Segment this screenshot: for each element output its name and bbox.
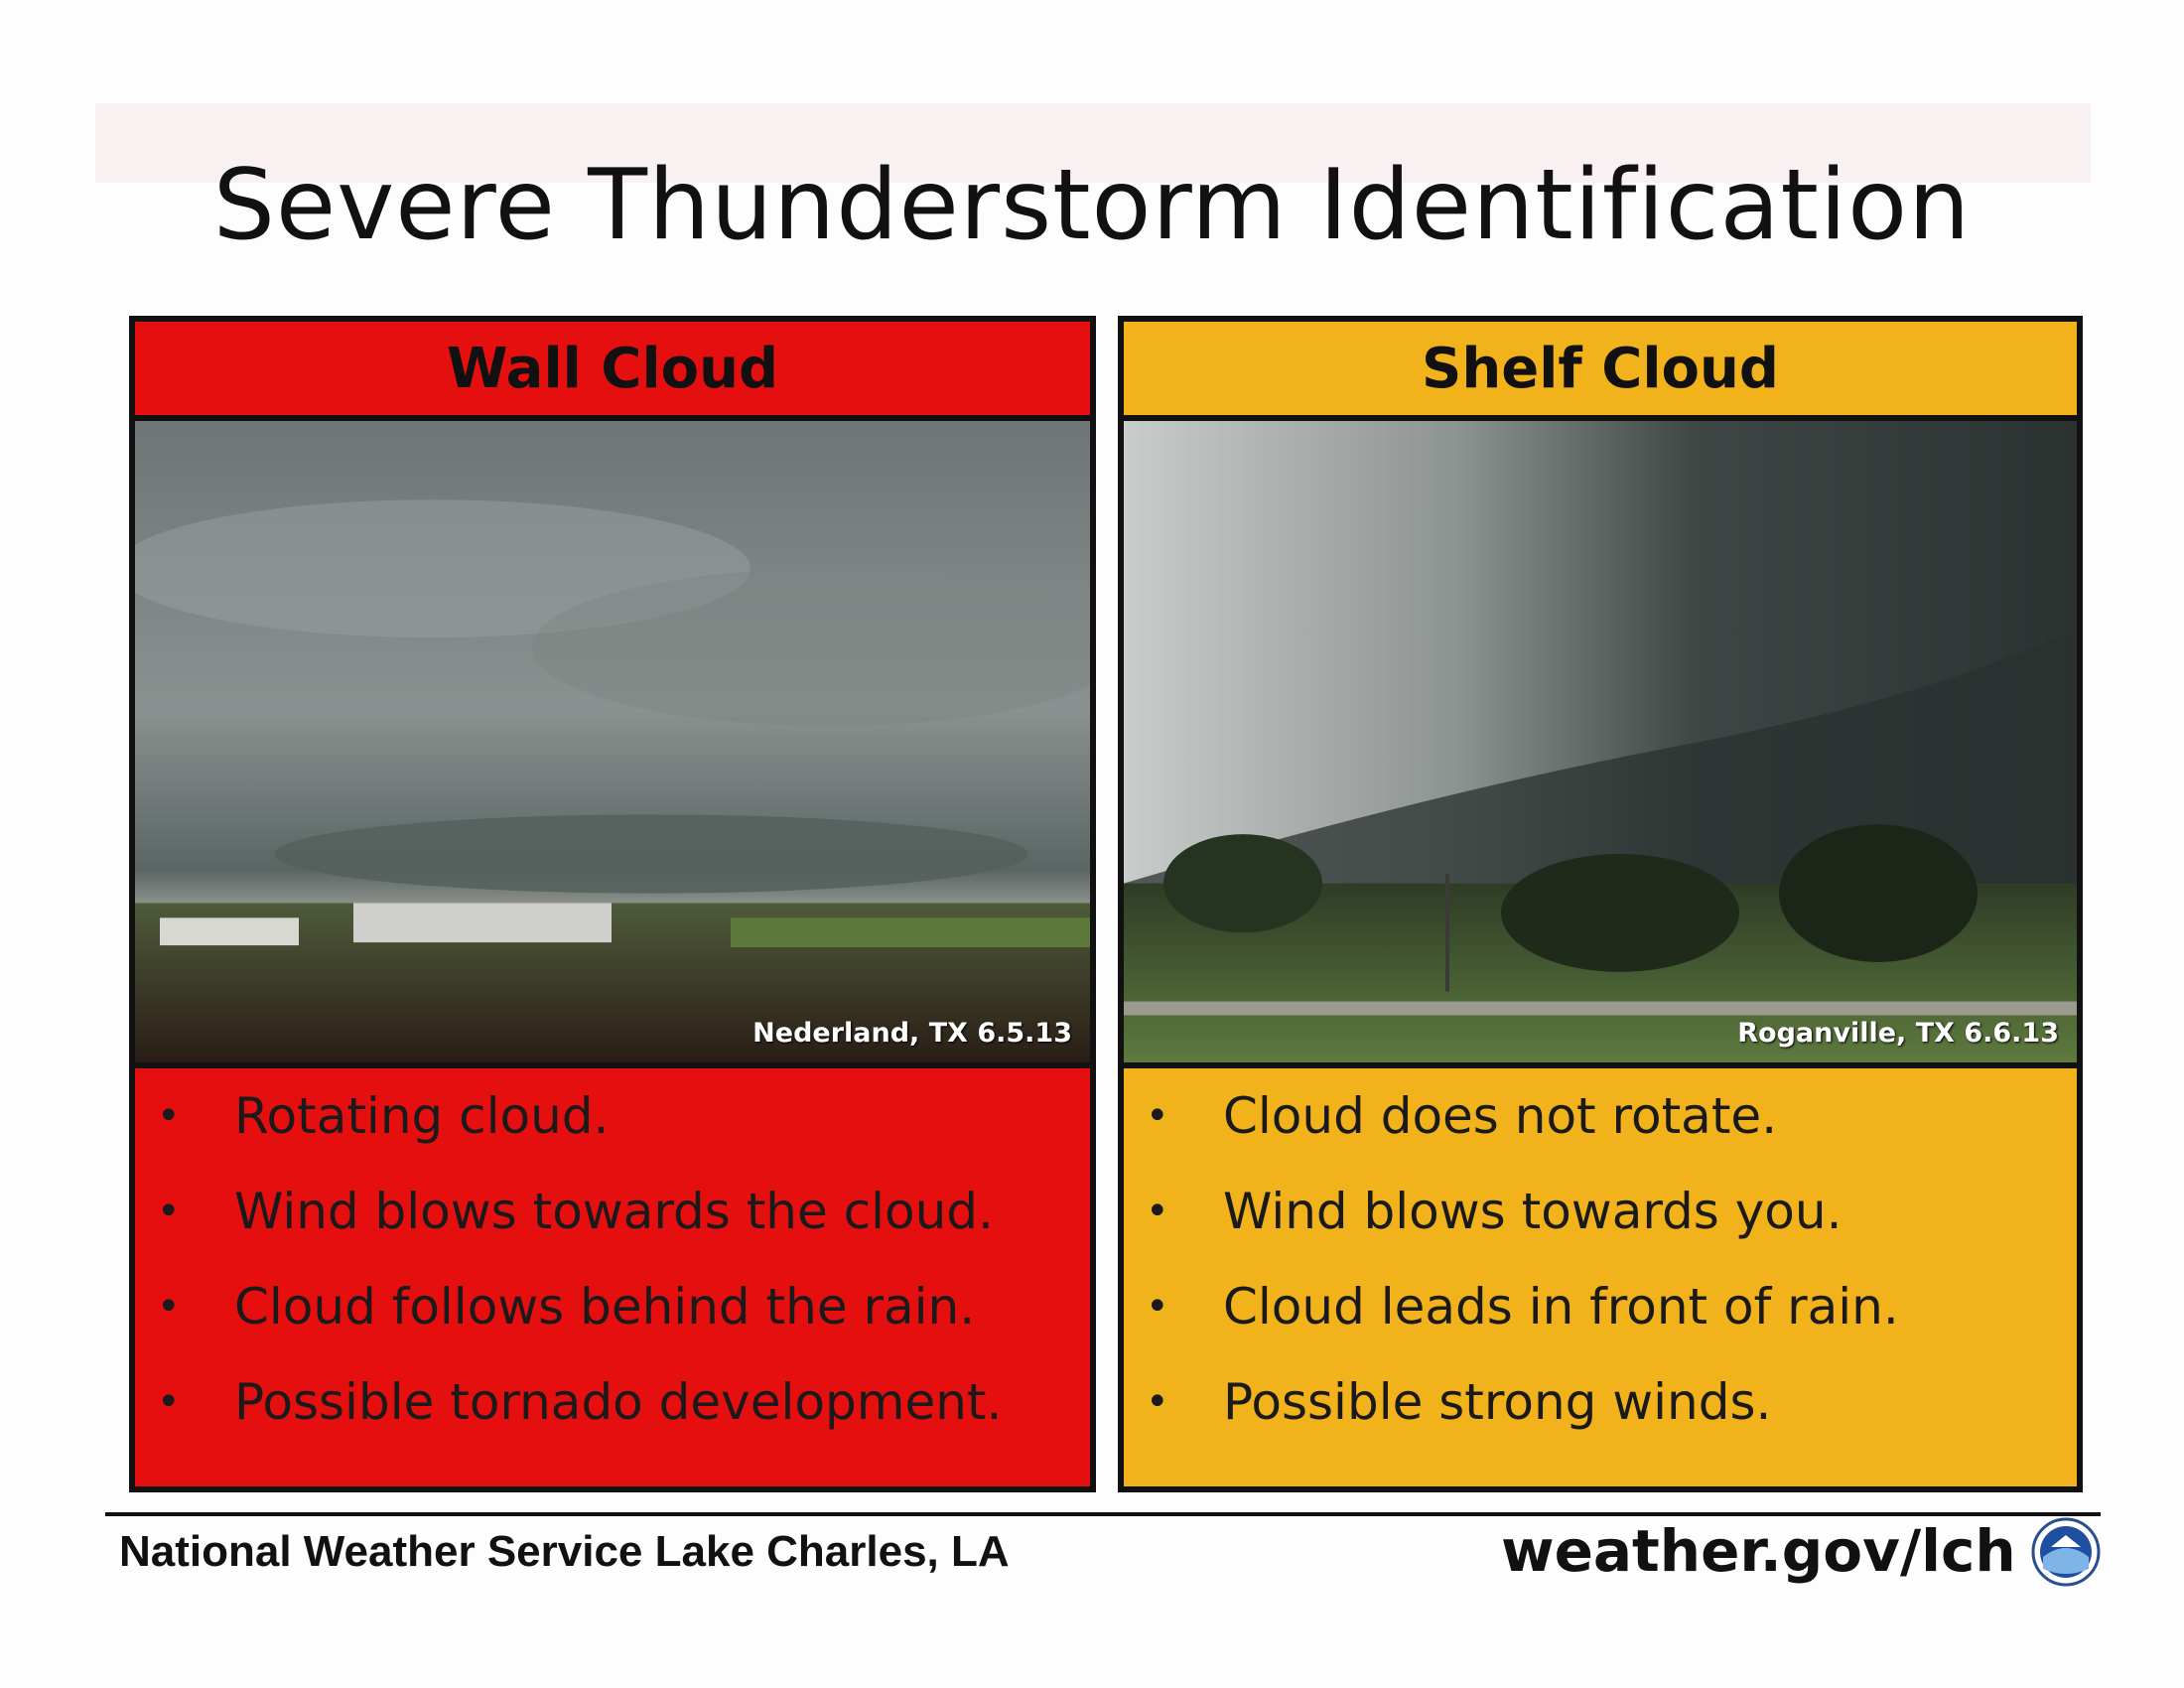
page-title: Severe Thunderstorm Identification [212, 149, 1972, 262]
list-item: • Cloud leads in front of rain. [1124, 1259, 2077, 1354]
list-item: • Cloud does not rotate. [1124, 1068, 2077, 1164]
shelf-cloud-photo-caption: Roganville, TX 6.6.13 [1737, 1018, 2059, 1049]
footer-divider [105, 1512, 2101, 1516]
wall-cloud-header: Wall Cloud [135, 322, 1090, 421]
wall-cloud-panel [129, 316, 1096, 1492]
bullet-icon: • [157, 1093, 181, 1139]
bullet-icon: • [1146, 1284, 1169, 1330]
bullet-icon: • [1146, 1189, 1169, 1234]
shelf-cloud-header: Shelf Cloud [1124, 322, 2077, 421]
bullet-icon: • [1146, 1093, 1169, 1139]
shelf-cloud-panel [1118, 316, 2083, 1492]
footer-organization: National Weather Service Lake Charles, LA [119, 1527, 1010, 1576]
list-item: • Cloud follows behind the rain. [135, 1259, 1090, 1354]
list-item: • Wind blows towards the cloud. [135, 1164, 1090, 1259]
bullet-icon: • [157, 1284, 181, 1330]
list-item: • Rotating cloud. [135, 1068, 1090, 1164]
shelf-cloud-image [1124, 421, 2077, 1062]
shelf-cloud-photo [1124, 421, 2077, 1068]
list-item: • Wind blows towards you. [1124, 1164, 2077, 1259]
shelf-cloud-bullet-list [1124, 1068, 2077, 1486]
list-item: • Possible tornado development. [135, 1354, 1090, 1450]
footer-website-link[interactable]: weather.gov/lch [1501, 1517, 2016, 1585]
bullet-icon: • [157, 1379, 181, 1425]
bullet-icon: • [1146, 1379, 1169, 1425]
bullet-icon: • [157, 1189, 181, 1234]
wall-cloud-bullet-list [135, 1068, 1090, 1486]
wall-cloud-image [135, 421, 1090, 1062]
noaa-logo-icon [2031, 1517, 2101, 1587]
wall-cloud-photo-caption: Nederland, TX 6.5.13 [752, 1018, 1072, 1049]
list-item: • Possible strong winds. [1124, 1354, 2077, 1450]
wall-cloud-photo [135, 421, 1090, 1068]
